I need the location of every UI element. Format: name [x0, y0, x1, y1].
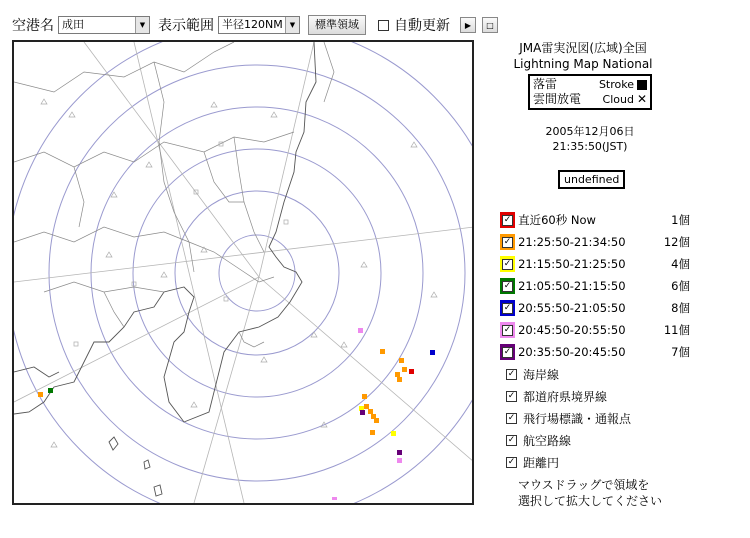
layer-option-label: 距離円 — [523, 455, 560, 470]
period-checkbox[interactable] — [500, 212, 515, 228]
stop-icon: □ — [486, 20, 494, 30]
airport-markers — [41, 99, 437, 447]
coastline — [14, 42, 316, 496]
stop-button[interactable] — [482, 17, 498, 33]
legend-box — [528, 74, 652, 110]
stroke-mark — [360, 410, 365, 415]
map-title-ja: JMA雷実況図(広域)全国 — [519, 41, 647, 55]
stroke-mark — [380, 349, 385, 354]
play-icon: ▶ — [464, 20, 472, 30]
zoom-hint-line2: 選択して拡大してください — [518, 494, 663, 508]
check-icon: ✓ — [503, 302, 512, 313]
chevron-down-icon: ▼ — [135, 17, 149, 33]
period-count: 12個 — [663, 235, 690, 249]
period-checkbox[interactable] — [500, 344, 515, 360]
lightning-map[interactable] — [12, 40, 474, 505]
auto-update-checkbox[interactable] — [378, 20, 389, 31]
distance-circles — [14, 42, 472, 503]
layer-option-row[interactable] — [506, 385, 690, 407]
period-label: 直近60秒 Now — [518, 213, 596, 227]
stroke-mark — [409, 369, 414, 374]
period-label: 21:05:50-21:15:50 — [518, 279, 626, 293]
layer-option-row[interactable] — [506, 429, 690, 451]
prefecture-boundaries — [14, 42, 334, 347]
chevron-down-icon: ▼ — [285, 17, 299, 33]
stroke-mark — [368, 409, 373, 414]
period-label: 21:25:50-21:34:50 — [518, 235, 626, 249]
layer-option-row[interactable] — [506, 407, 690, 429]
period-row[interactable] — [500, 341, 690, 363]
map-canvas[interactable] — [14, 42, 472, 503]
period-count: 6個 — [671, 279, 690, 293]
period-count: 8個 — [671, 301, 690, 315]
layer-option-row[interactable] — [506, 451, 690, 473]
stroke-mark — [397, 450, 402, 455]
stroke-mark — [38, 392, 43, 397]
stroke-mark — [391, 431, 396, 436]
period-checkbox[interactable] — [500, 256, 515, 272]
period-count: 7個 — [671, 345, 690, 359]
period-checkbox[interactable] — [500, 300, 515, 316]
air-routes — [14, 42, 472, 503]
stroke-mark — [374, 418, 379, 423]
period-checkbox[interactable] — [500, 278, 515, 294]
zoom-hint — [518, 477, 690, 509]
legend-stroke-en: Stroke — [598, 78, 634, 91]
stroke-mark — [430, 350, 435, 355]
stroke-square-icon — [637, 80, 647, 90]
airport-label: 空港名 — [12, 18, 54, 34]
period-count: 11個 — [663, 323, 690, 337]
period-row[interactable] — [500, 297, 690, 319]
layer-checkbox[interactable]: ✓ — [507, 412, 516, 423]
option-list — [500, 363, 690, 473]
layer-checkbox[interactable]: ✓ — [507, 390, 516, 401]
period-list — [500, 209, 690, 363]
map-title-en: Lightning Map National — [513, 57, 653, 71]
check-icon: ✓ — [503, 280, 512, 291]
observation-date: 2005年12月06日 — [545, 125, 635, 138]
observation-time — [500, 124, 680, 154]
status-box: undefined — [558, 170, 625, 189]
airport-select-value: 成田 — [62, 18, 84, 31]
range-label: 表示範囲 — [158, 18, 214, 34]
check-icon: ✓ — [503, 346, 512, 357]
period-row[interactable] — [500, 253, 690, 275]
period-checkbox[interactable] — [500, 322, 515, 338]
stroke-mark — [364, 404, 369, 409]
period-row[interactable] — [500, 319, 690, 341]
layer-option-label: 海岸線 — [523, 367, 560, 382]
stroke-mark — [358, 328, 363, 333]
check-icon: ✓ — [503, 258, 512, 269]
stroke-mark — [370, 430, 375, 435]
airport-select[interactable] — [58, 16, 150, 34]
period-count: 1個 — [671, 213, 690, 227]
check-icon: ✓ — [503, 214, 512, 225]
stroke-mark — [332, 497, 337, 500]
period-label: 20:35:50-20:45:50 — [518, 345, 626, 359]
period-row[interactable] — [500, 209, 690, 231]
range-select[interactable] — [218, 16, 300, 34]
zoom-hint-line1: マウスドラッグで領域を — [518, 478, 650, 492]
layer-option-label: 航空路線 — [523, 433, 572, 448]
play-button[interactable] — [460, 17, 476, 33]
observation-clock: 21:35:50(JST) — [552, 140, 628, 153]
legend-cloud-row — [533, 92, 647, 107]
check-icon: ✓ — [503, 324, 512, 335]
layer-option-label: 飛行場標識・通報点 — [523, 411, 632, 426]
period-label: 20:55:50-21:05:50 — [518, 301, 626, 315]
toolbar — [12, 14, 498, 36]
cloud-cross-icon: ✕ — [636, 92, 647, 106]
layer-checkbox[interactable]: ✓ — [507, 368, 516, 379]
legend-stroke-row — [533, 77, 647, 92]
stroke-mark — [395, 372, 400, 377]
period-row[interactable] — [500, 275, 690, 297]
legend-cloud-en: Cloud — [602, 93, 634, 106]
legend-stroke-ja: 落雷 — [533, 77, 558, 91]
check-icon: ✓ — [503, 236, 512, 247]
stroke-mark — [399, 358, 404, 363]
period-label: 20:45:50-20:55:50 — [518, 323, 626, 337]
legend-cloud-ja: 雲間放電 — [533, 92, 582, 106]
period-checkbox[interactable] — [500, 234, 515, 250]
stroke-mark — [397, 377, 402, 382]
stroke-mark — [48, 388, 53, 393]
layer-checkbox[interactable]: ✓ — [507, 434, 516, 445]
stroke-mark — [402, 367, 407, 372]
layer-option-row[interactable] — [506, 363, 690, 385]
period-label: 21:15:50-21:25:50 — [518, 257, 626, 271]
standard-area-button[interactable]: 標準領域 — [308, 15, 366, 35]
period-row[interactable] — [500, 231, 690, 253]
stroke-mark — [362, 394, 367, 399]
stroke-mark — [397, 458, 402, 463]
range-select-value: 半径120NM — [222, 18, 283, 31]
layer-checkbox[interactable]: ✓ — [507, 456, 516, 467]
period-count: 4個 — [671, 257, 690, 271]
layer-option-label: 都道府県境界線 — [523, 389, 608, 404]
side-panel — [500, 40, 690, 509]
auto-update-label: 自動更新 — [394, 18, 450, 34]
